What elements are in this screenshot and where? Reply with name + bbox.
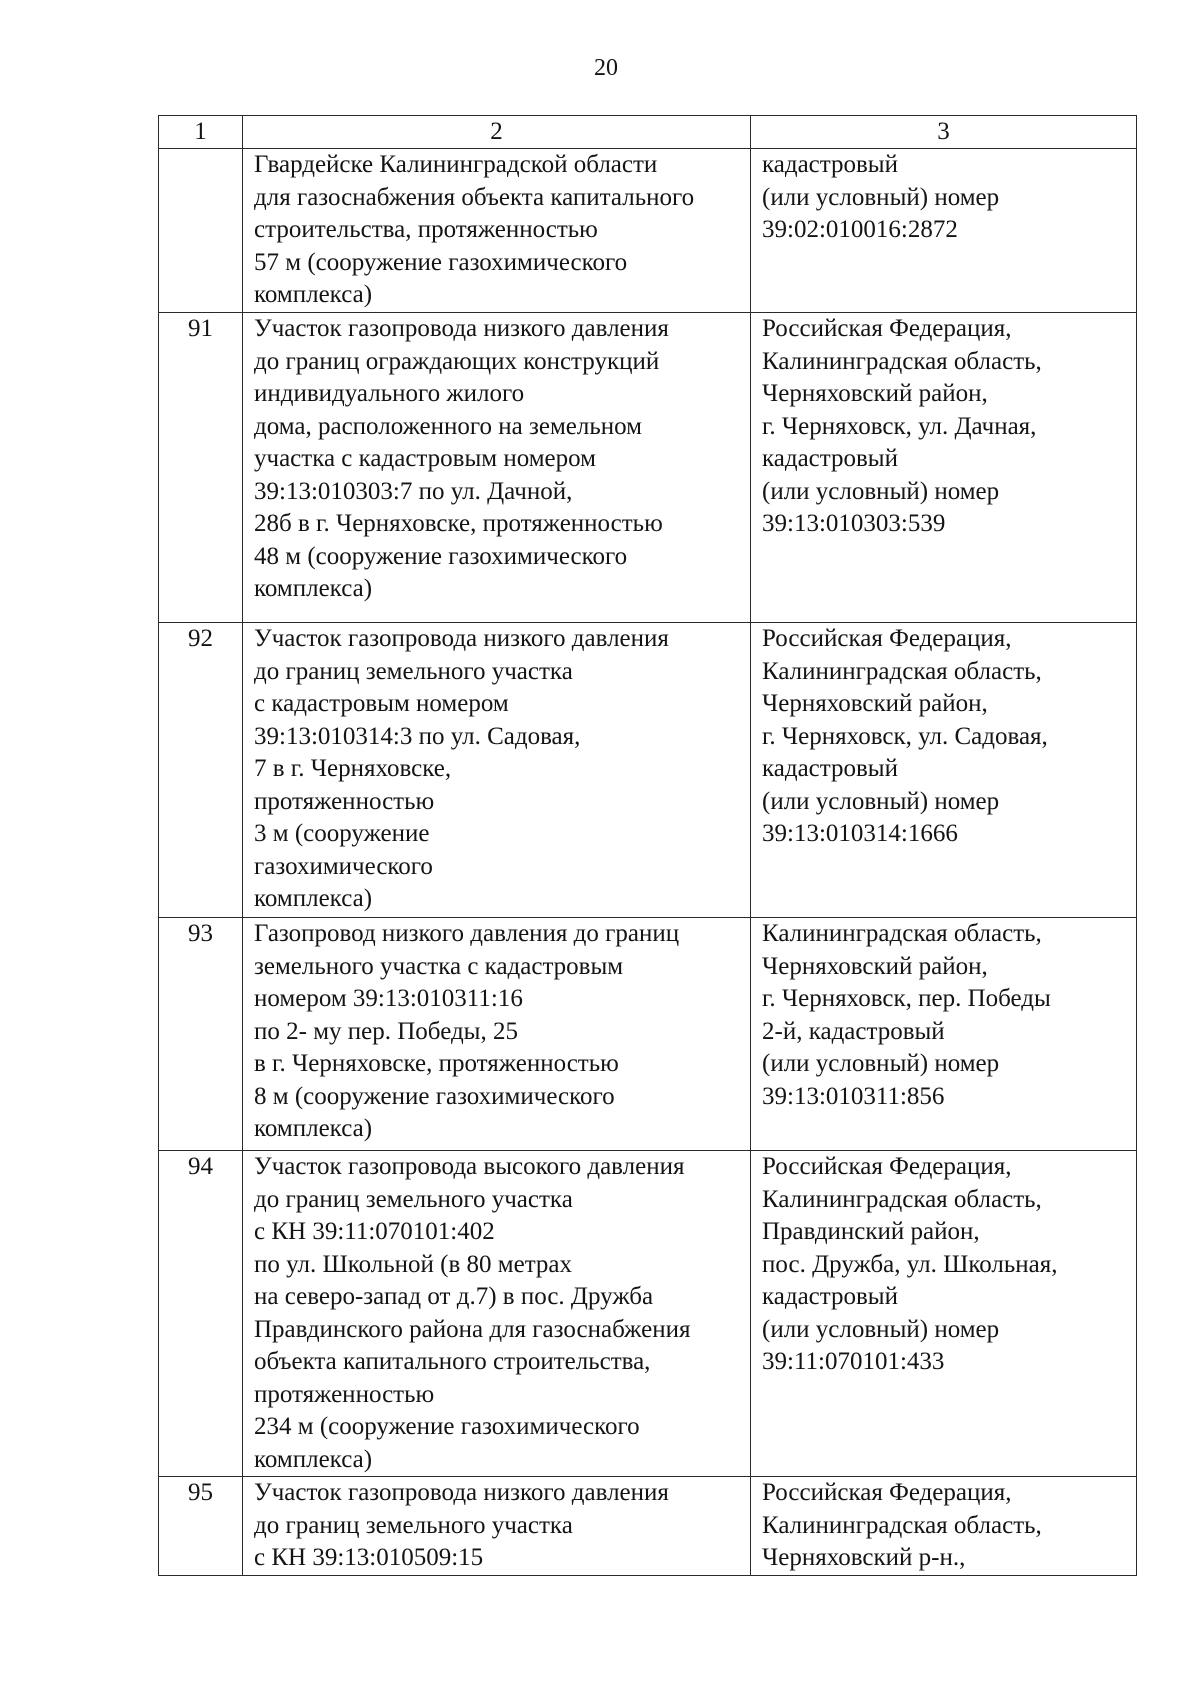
address-line: 2-й, кадастровый — [762, 1017, 945, 1045]
address-line: кадастровый — [762, 151, 898, 178]
address-line: г. Черняховск, ул. Дачная, — [762, 412, 1037, 440]
address-line: кадастровый — [762, 1283, 898, 1310]
description-line: комплекса) — [254, 1445, 373, 1473]
table-row — [159, 623, 1137, 918]
address-line: Российская Федерация, — [762, 315, 1012, 342]
table-header-row — [159, 116, 1137, 149]
description-line: с КН 39:13:010509:15 — [254, 1544, 484, 1571]
description-line: земельного участка с кадастровым — [254, 952, 624, 980]
row-number: 92 — [159, 623, 243, 918]
description-line: с КН 39:11:070101:402 — [254, 1218, 495, 1245]
description-line: комплекса) — [254, 1115, 373, 1142]
column-header-3: 3 — [751, 116, 1137, 149]
description-line: комплекса) — [254, 885, 373, 912]
description-line: дома, расположенного на земельном — [254, 412, 642, 440]
address-line: Калининградская область, — [762, 1511, 1042, 1539]
description-line: Правдинского района для газоснабжения — [254, 1315, 691, 1343]
address-line: Черняховский район, — [762, 952, 988, 980]
address-line: 39:13:010311:856 — [762, 1082, 945, 1110]
address-line: 39:13:010314:1666 — [762, 820, 958, 847]
address-line: Российская Федерация, — [762, 1479, 1012, 1506]
description-line: по ул. Школьной (в 80 метрах — [254, 1250, 573, 1278]
description-line: на северо-запад от д.7) в пос. Дружба — [254, 1283, 654, 1310]
description-line: 39:13:010314:3 по ул. Садовая, — [254, 722, 581, 750]
row-number: 95 — [159, 1477, 243, 1576]
page-number: 20 — [594, 55, 618, 81]
description-line: 8 м (сооружение газохимического — [254, 1082, 615, 1110]
description-line: индивидуального жилого — [254, 380, 525, 407]
address-line: Правдинский район, — [762, 1218, 980, 1245]
address-line: Черняховский район, — [762, 380, 988, 407]
description-line: Газопровод низкого давления до границ — [254, 920, 680, 947]
description-line: протяженностью — [254, 787, 435, 815]
address-line: 39:02:010016:2872 — [762, 216, 958, 243]
address-line: кадастровый — [762, 755, 898, 782]
description-line: 7 в г. Черняховске, — [254, 755, 452, 782]
address-line: (или условный) номер — [762, 787, 1000, 815]
description-line: 234 м (сооружение газохимического — [254, 1413, 640, 1440]
description-line: по 2- му пер. Победы, 25 — [254, 1017, 518, 1045]
description-line: до границ земельного участка — [254, 1185, 573, 1213]
description-line: до границ ограждающих конструкций — [254, 347, 660, 375]
description-line: газохимического — [254, 852, 433, 880]
table-row — [159, 149, 1137, 313]
description-line: участка с кадастровым номером — [254, 445, 596, 472]
description-line: номером 39:13:010311:16 — [254, 985, 523, 1012]
address-line: Российская Федерация, — [762, 1153, 1012, 1180]
object-address — [751, 1151, 1137, 1477]
table-row — [159, 313, 1137, 623]
object-description — [243, 1477, 751, 1576]
object-description — [243, 623, 751, 918]
address-line: 39:11:070101:433 — [762, 1348, 945, 1375]
object-address — [751, 1477, 1137, 1576]
row-number: 94 — [159, 1151, 243, 1477]
table-row — [159, 918, 1137, 1151]
object-description — [243, 918, 751, 1151]
description-line: комплекса) — [254, 575, 373, 602]
object-address — [751, 149, 1137, 313]
row-number — [159, 149, 243, 313]
address-line: Калининградская область, — [762, 347, 1042, 375]
address-line: Российская Федерация, — [762, 625, 1012, 652]
column-header-1: 1 — [159, 116, 243, 149]
description-line: Участок газопровода высокого давления — [254, 1153, 685, 1180]
address-line: Черняховский р-н., — [762, 1544, 966, 1571]
description-line: объекта капитального строительства, — [254, 1348, 651, 1375]
description-line: Участок газопровода низкого давления — [254, 1479, 669, 1506]
address-line: (или условный) номер — [762, 183, 1000, 211]
table-row — [159, 1477, 1137, 1576]
description-line: 57 м (сооружение газохимического — [254, 248, 628, 276]
description-line: Гвардейске Калининградской области — [254, 151, 658, 178]
description-line: 48 м (сооружение газохимического — [254, 542, 628, 570]
object-description — [243, 313, 751, 623]
description-line: с кадастровым номером — [254, 690, 509, 717]
row-number: 93 — [159, 918, 243, 1151]
address-line: (или условный) номер — [762, 1050, 1000, 1077]
description-line: протяженностью — [254, 1380, 435, 1408]
object-description — [243, 1151, 751, 1477]
object-description — [243, 149, 751, 313]
description-line: для газоснабжения объекта капитального — [254, 183, 695, 211]
objects-table — [158, 115, 1137, 1576]
description-line: до границ земельного участка — [254, 1511, 573, 1539]
address-line: кадастровый — [762, 445, 898, 472]
description-line: до границ земельного участка — [254, 657, 573, 685]
column-header-2: 2 — [243, 116, 751, 149]
object-address — [751, 313, 1137, 623]
address-line: Черняховский район, — [762, 690, 988, 717]
description-line: в г. Черняховске, протяженностью — [254, 1050, 619, 1077]
description-line: 3 м (сооружение — [254, 820, 430, 847]
address-line: Калининградская область, — [762, 1185, 1042, 1213]
address-line: (или условный) номер — [762, 477, 1000, 505]
description-line: 28б в г. Черняховске, протяженностью — [254, 510, 663, 537]
description-line: Участок газопровода низкого давления — [254, 625, 669, 652]
row-number: 91 — [159, 313, 243, 623]
address-line: пос. Дружба, ул. Школьная, — [762, 1250, 1058, 1278]
address-line: Калининградская область, — [762, 920, 1042, 947]
object-address — [751, 623, 1137, 918]
address-line: г. Черняховск, пер. Победы — [762, 985, 1051, 1012]
description-line: строительства, протяженностью — [254, 216, 598, 243]
object-address — [751, 918, 1137, 1151]
description-line: Участок газопровода низкого давления — [254, 315, 669, 342]
address-line: Калининградская область, — [762, 657, 1042, 685]
description-line: комплекса) — [254, 281, 373, 308]
table-row — [159, 1151, 1137, 1477]
address-line: г. Черняховск, ул. Садовая, — [762, 722, 1048, 750]
address-line: 39:13:010303:539 — [762, 510, 946, 537]
description-line: 39:13:010303:7 по ул. Дачной, — [254, 477, 573, 505]
address-line: (или условный) номер — [762, 1315, 1000, 1343]
